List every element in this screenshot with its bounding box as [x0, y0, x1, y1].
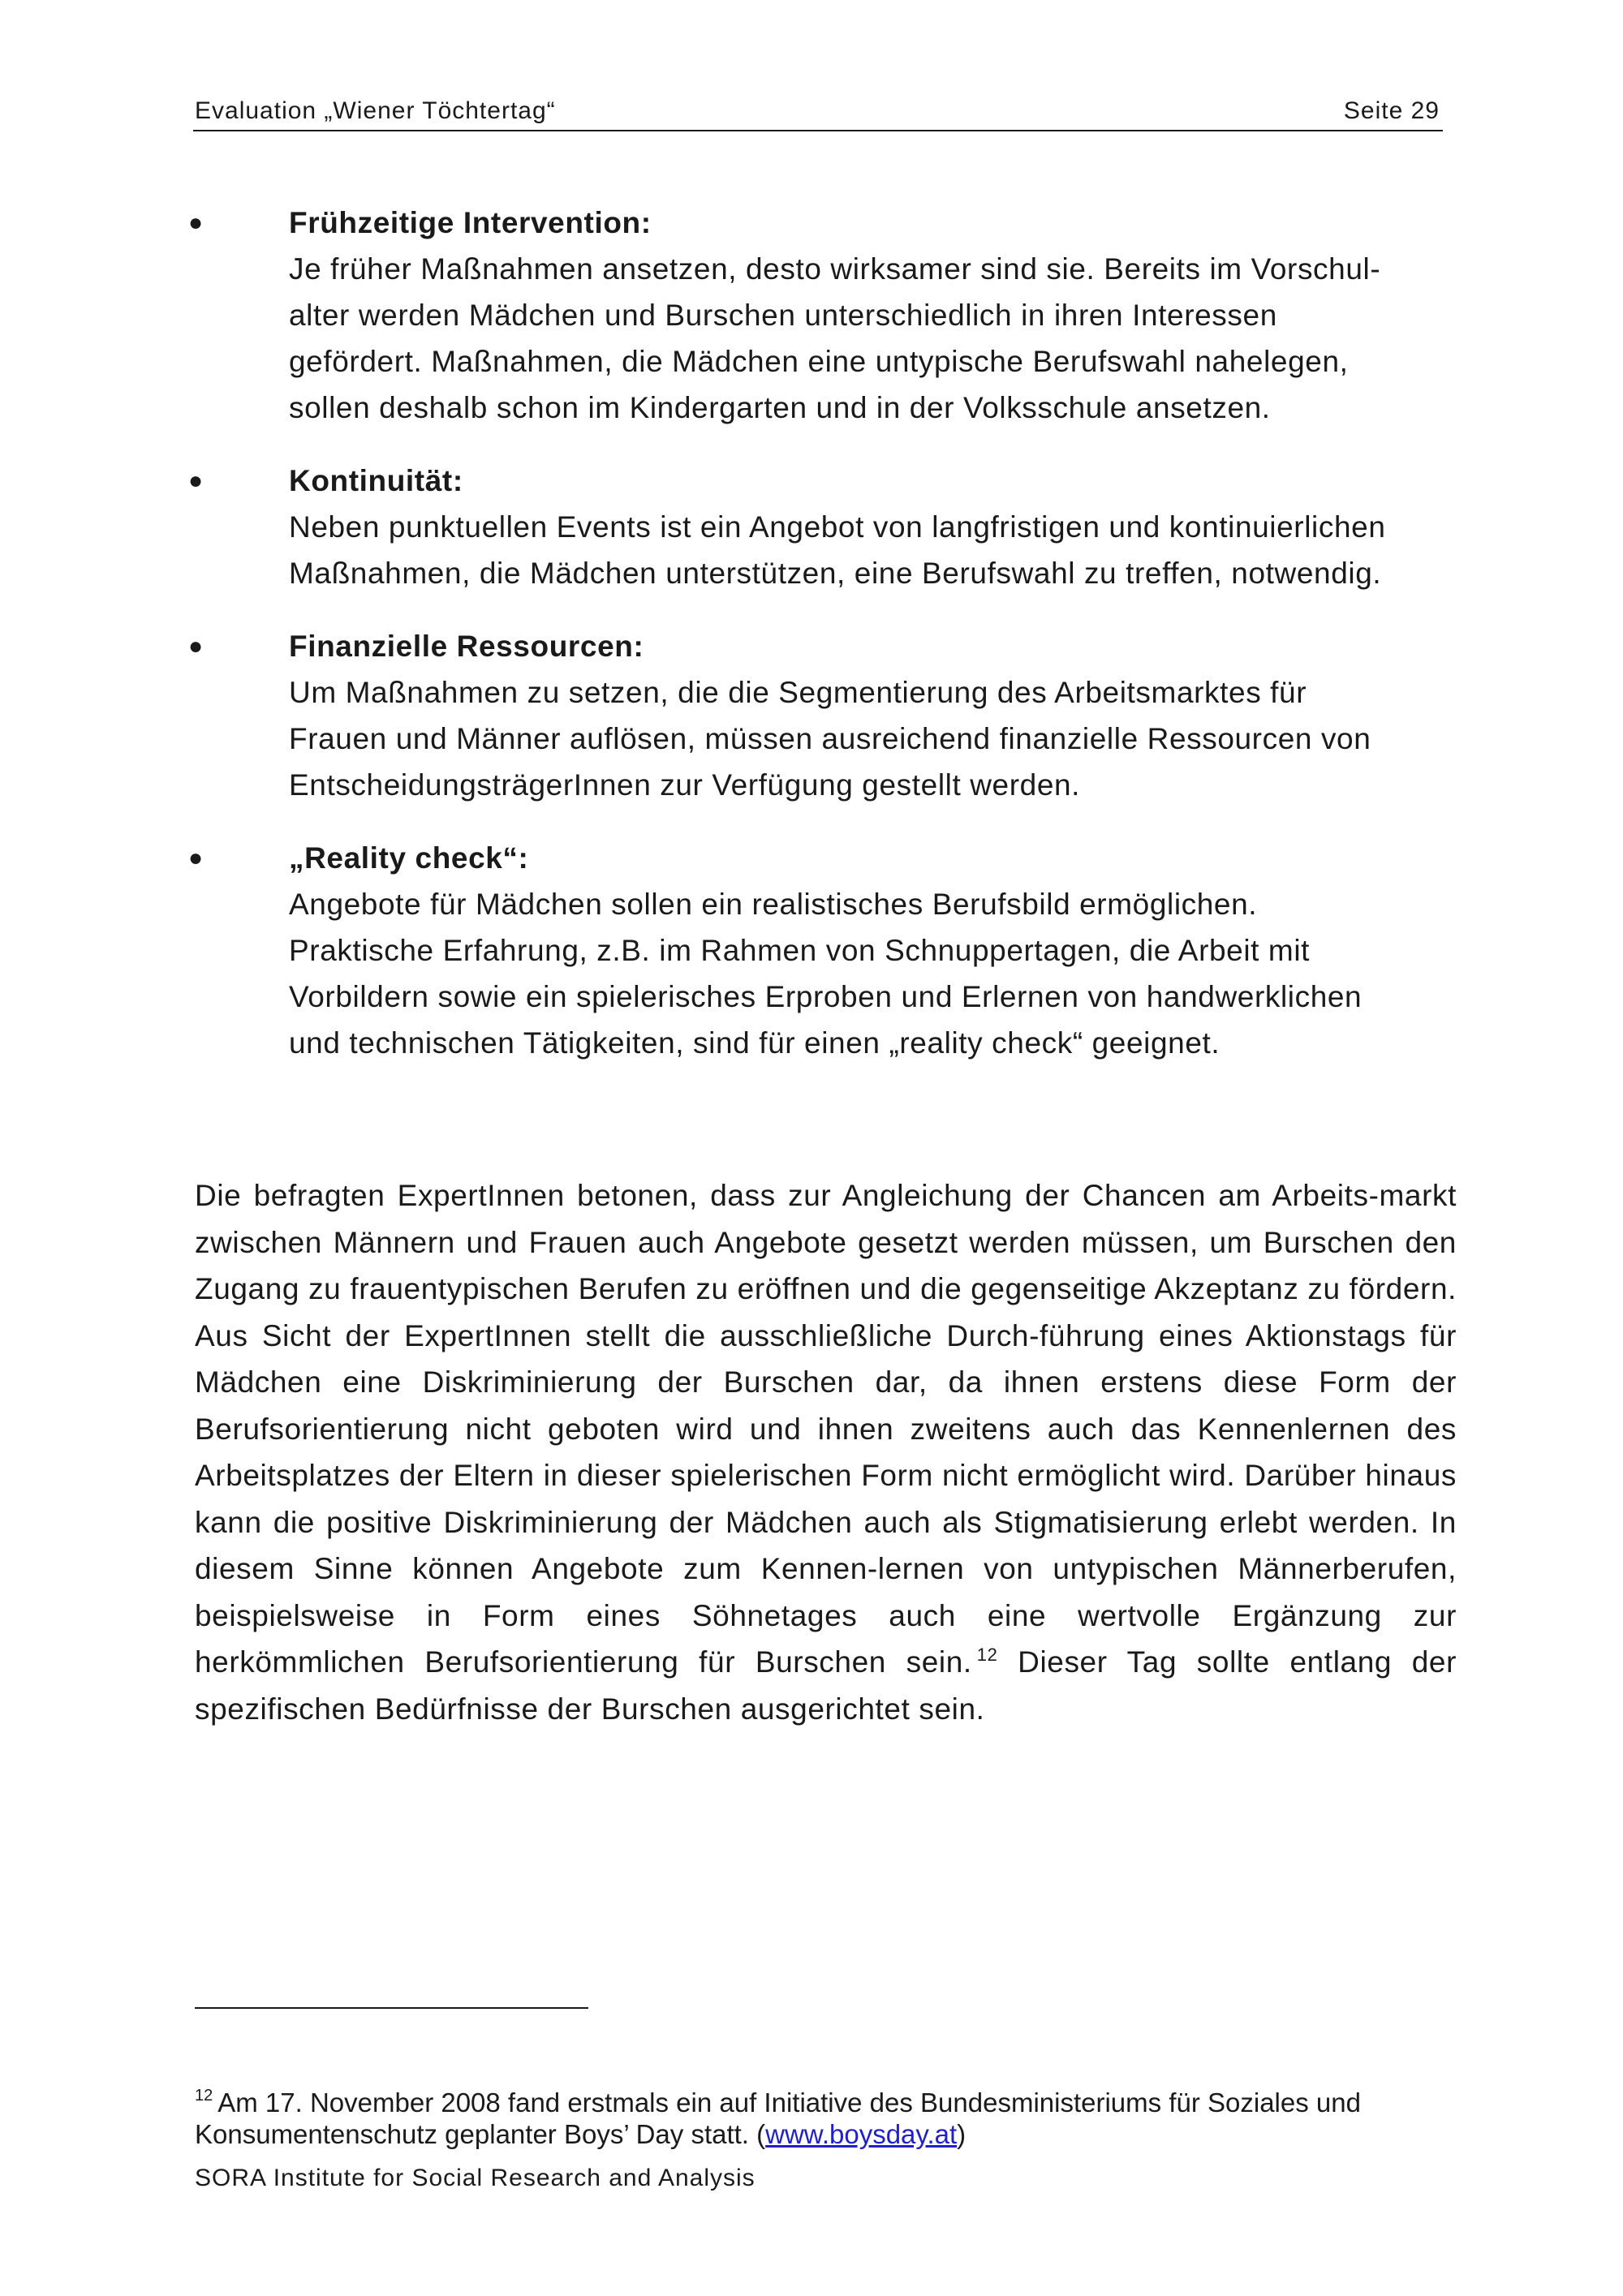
- bullet-line: Um Maßnahmen zu setzen, die die Segmentierung des Arbeitsmarktes für: [289, 676, 1307, 709]
- bullet-line: Angebote für Mädchen sollen ein realistisches Berufsbild ermöglichen.: [289, 888, 1258, 921]
- footnote: [195, 2087, 1461, 2150]
- bullet-line: Frauen und Männer auflösen, müssen ausreichend finanzielle Ressourcen von: [289, 722, 1371, 755]
- footnote-divider: [195, 2007, 588, 2009]
- bullet-line: Vorbildern sowie ein spielerisches Erproben und Erlernen von handwerklichen: [289, 980, 1363, 1013]
- footnote-text: Am 17. November 2008 fand erstmals ein auf Initiative des Bundesministeriums für Soziales und Konsumentenschutz geplanter Boys’ Day statt. (: [195, 2087, 1361, 2149]
- bullet-line: sollen deshalb schon im Kindergarten und in der Volksschule ansetzen.: [289, 391, 1271, 424]
- bullet-line: Je früher Maßnahmen ansetzen, desto wirksamer sind sie. Bereits im Vorschul-: [289, 252, 1381, 286]
- body-paragraph: [195, 1172, 1457, 1732]
- bullet-heading: „Reality check“:: [289, 841, 529, 875]
- bullet-icon: ●: [188, 209, 204, 236]
- page-footer: SORA Institute for Social Research and Analysis: [195, 2165, 756, 2191]
- page-header: [193, 96, 1443, 131]
- bullet-item-reality-check: [188, 835, 1454, 1066]
- bullet-line: alter werden Mädchen und Burschen unterschiedlich in ihren Interessen: [289, 299, 1277, 332]
- bullet-line: Maßnahmen, die Mädchen unterstützen, eine Berufswahl zu treffen, notwendig.: [289, 557, 1382, 590]
- boysday-link[interactable]: www.boysday.at: [765, 2119, 958, 2149]
- document-title: Evaluation „Wiener Töchtertag“: [195, 97, 556, 124]
- paragraph-text: Die befragten ExpertInnen betonen, dass zur Angleichung der Chancen am Arbeits-markt zwischen Männern und Frauen auch Angebote gesetzt werden müssen, um Burschen den Zugang zu frauentypischen Berufen zu eröffnen und die gegenseitige Akzeptanz zu fördern. Aus Sicht der ExpertInnen stellt die ausschließliche Durch-führung eines Aktionstags für Mädchen eine Diskriminierung der Burschen dar, da ihnen erstens diese Form der Berufsorientierung nicht geboten wird und ihnen zweitens auch das Kennenlernen des Arbeitsplatzes der Eltern in dieser spielerischen Form nicht ermöglicht wird. Darüber hinaus kann die positive Diskriminierung der Mädchen auch als Stigmatisierung erlebt werden. In diesem Sinne können Angebote zum Kennen-lernen von untypischen Männerberufen, beispielsweise in Form eines Söhnetages auch eine wertvolle Ergänzung zur herkömmlichen Berufsorientierung für Burschen sein.: [195, 1179, 1457, 1679]
- footnote-reference[interactable]: 12: [976, 1645, 998, 1665]
- bullet-item-kontinuitaet: [188, 458, 1454, 596]
- bullet-line: gefördert. Maßnahmen, die Mädchen eine untypische Berufswahl nahelegen,: [289, 345, 1349, 378]
- bullet-icon: ●: [188, 845, 204, 871]
- bullet-item-ressourcen: [188, 623, 1454, 808]
- bullet-line: EntscheidungsträgerInnen zur Verfügung gestellt werden.: [289, 768, 1081, 802]
- page-number: Seite 29: [1343, 97, 1440, 124]
- bullet-icon: ●: [188, 467, 204, 494]
- bullet-icon: ●: [188, 633, 204, 660]
- bullet-heading: Frühzeitige Intervention:: [289, 206, 652, 239]
- bullet-list: [188, 200, 1454, 1093]
- bullet-heading: Kontinuität:: [289, 464, 463, 497]
- paragraph-closing-sentence: Dieser Tag sollte entlang der spezifischen Bedürfnisse der Burschen ausgerichtet sein.: [195, 1645, 1457, 1726]
- footnote-close: ): [957, 2119, 966, 2149]
- bullet-item-intervention: [188, 200, 1454, 431]
- footnote-number: 12: [195, 2087, 213, 2105]
- bullet-line: Praktische Erfahrung, z.B. im Rahmen von Schnuppertagen, die Arbeit mit: [289, 934, 1311, 967]
- bullet-heading: Finanzielle Ressourcen:: [289, 630, 644, 663]
- bullet-line: und technischen Tätigkeiten, sind für einen „reality check“ geeignet.: [289, 1026, 1220, 1060]
- bullet-line: Neben punktuellen Events ist ein Angebot von langfristigen und kontinuierlichen: [289, 510, 1386, 544]
